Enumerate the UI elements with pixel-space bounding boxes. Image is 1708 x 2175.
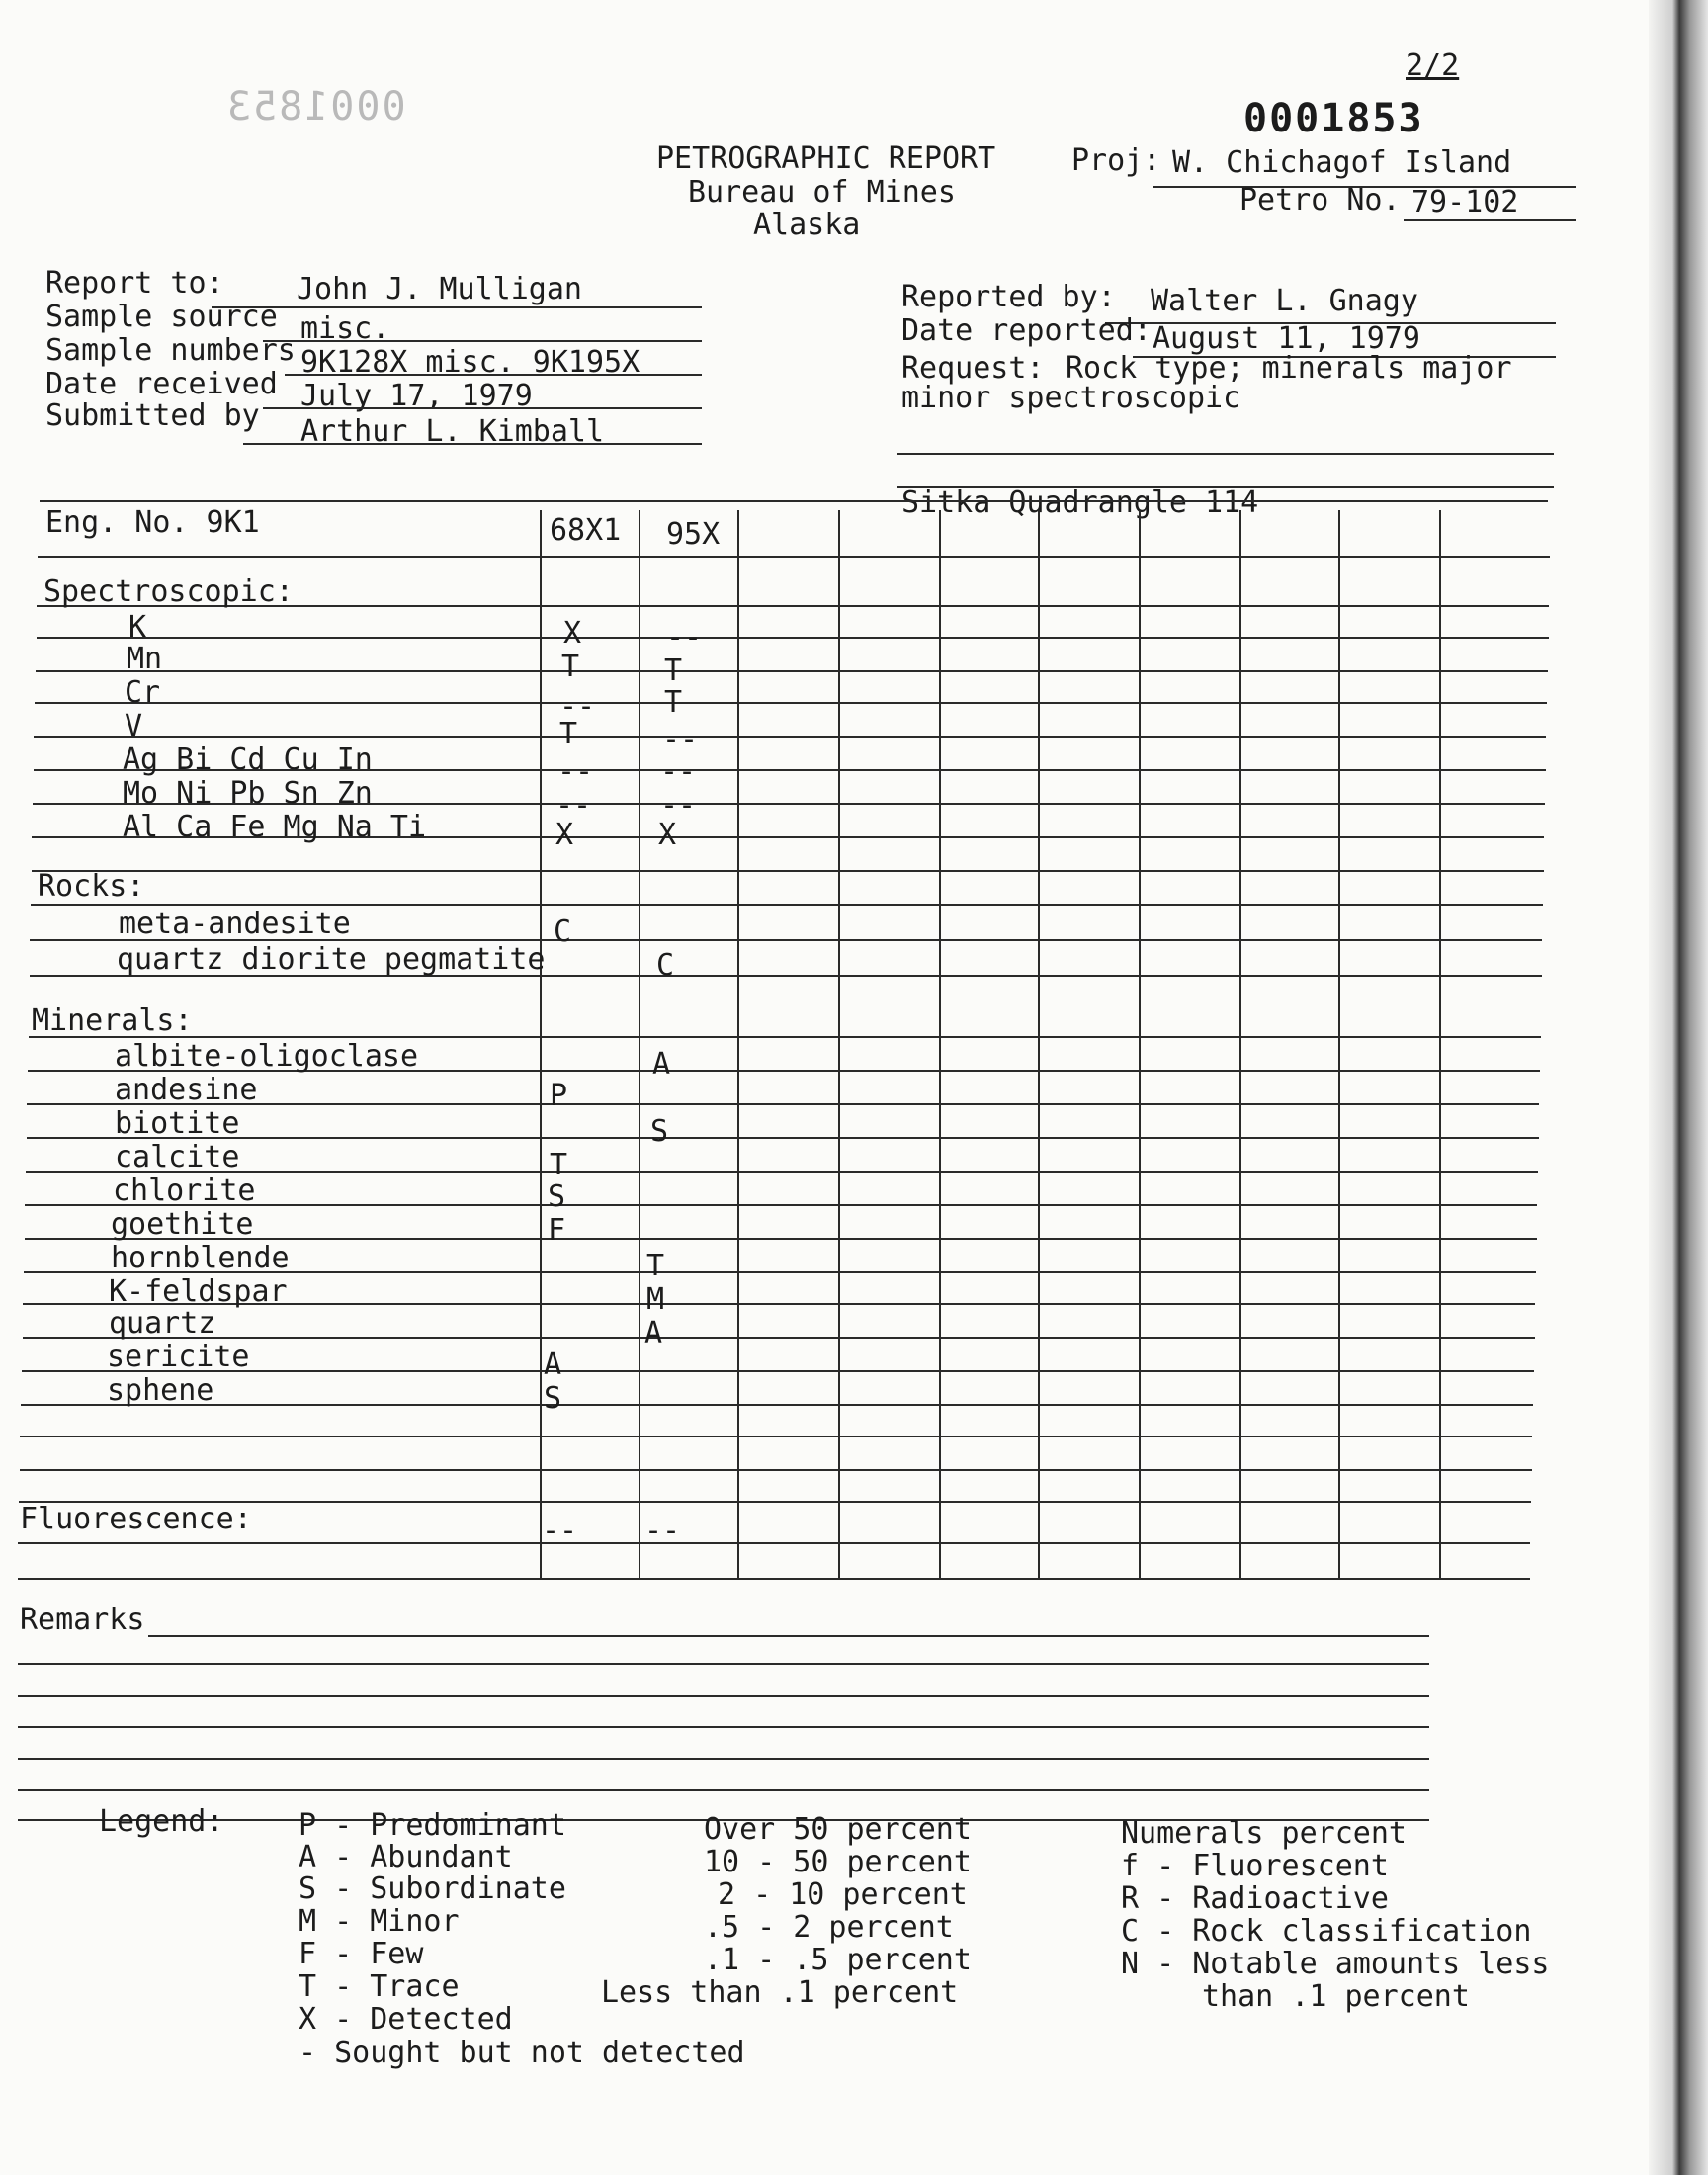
legend-range: Over 50 percent	[704, 1812, 972, 1847]
report-to-label: Report to:	[45, 266, 224, 301]
table-row-rule	[21, 1404, 1533, 1406]
spectro-row-sample-2: --	[660, 754, 697, 789]
spectro-row-sample-1: --	[559, 689, 596, 724]
table-row-rule	[18, 1542, 1530, 1544]
spectro-row-sample-2: X	[658, 818, 677, 852]
table-row-rule	[20, 1436, 1532, 1437]
request-label: Request:	[901, 351, 1045, 386]
spectro-row-sample-1: X	[555, 818, 574, 852]
table-row-rule	[36, 670, 1548, 672]
page-marker: 2/2	[1406, 48, 1460, 83]
mineral-row-label: biotite	[115, 1106, 240, 1141]
sample-source-value: misc.	[300, 311, 390, 346]
spectro-row-sample-2: --	[662, 723, 699, 757]
request-line-1: Rock type; minerals major	[1066, 351, 1512, 386]
mineral-row-sample-2: S	[650, 1114, 669, 1149]
spectro-row-label: Ag Bi Cd Cu In	[123, 742, 373, 777]
bleed-through-stamp: 0001853	[225, 84, 406, 130]
table-row-rule	[31, 904, 1543, 906]
rock-row-label: meta-andesite	[119, 907, 351, 941]
legend-note: R - Radioactive	[1121, 1881, 1389, 1916]
spectro-row-sample-2: T	[664, 685, 683, 720]
remarks-label: Remarks	[20, 1603, 145, 1637]
spectro-row-label: V	[125, 709, 143, 743]
mineral-row-sample-2: M	[646, 1282, 665, 1317]
fluorescence-heading: Fluorescence:	[20, 1502, 252, 1536]
mineral-row-label: K-feldspar	[109, 1274, 288, 1309]
mineral-row-sample-2: A	[652, 1047, 671, 1082]
date-reported-label: Date reported:	[901, 313, 1152, 348]
spectro-row-sample-2: --	[666, 620, 703, 654]
table-row-rule	[32, 870, 1544, 872]
rock-row-sample-2: C	[656, 948, 675, 983]
agency-state: Alaska	[753, 208, 861, 242]
table-row-rule	[29, 1036, 1541, 1038]
report-to-value: John J. Mulligan	[297, 272, 582, 306]
sample-numbers-label: Sample numbers	[45, 333, 296, 368]
mineral-row-sample-2: A	[644, 1316, 663, 1350]
reported-by-value: Walter L. Gnagy	[1151, 284, 1418, 318]
project-value: W. Chichagof Island	[1172, 145, 1512, 180]
mineral-row-label: hornblende	[111, 1241, 290, 1275]
mineral-row-label: sericite	[107, 1340, 250, 1374]
legend-note: N - Notable amounts less	[1121, 1947, 1550, 1981]
mineral-row-label: calcite	[115, 1140, 240, 1174]
mineral-row-sample-1: P	[550, 1079, 568, 1113]
report-title: PETROGRAPHIC REPORT	[656, 141, 996, 176]
legend-note: C - Rock classification	[1121, 1914, 1532, 1949]
legend-note: than .1 percent	[1202, 1979, 1470, 2014]
rock-row-sample-1: C	[554, 914, 572, 949]
petro-number-label: Petro No.	[1239, 183, 1401, 218]
legend-range: Less than .1 percent	[601, 1975, 959, 2010]
legend-code: P - Predominant	[299, 1808, 566, 1843]
spectro-row-label: K	[128, 610, 147, 645]
table-row-rule	[27, 1137, 1539, 1139]
date-received-value: July 17, 1979	[300, 379, 533, 413]
mineral-row-label: chlorite	[113, 1174, 256, 1208]
legend-note: Numerals percent	[1121, 1816, 1407, 1851]
reported-by-label: Reported by:	[901, 280, 1116, 314]
legend-range: 2 - 10 percent	[718, 1877, 968, 1912]
table-row-rule	[37, 637, 1549, 639]
mineral-row-label: sphene	[107, 1373, 214, 1408]
spectroscopic-heading: Spectroscopic:	[43, 574, 294, 609]
legend-code: T - Trace	[299, 1969, 460, 2004]
spectro-row-label: Mn	[127, 642, 163, 676]
sample-source-label: Sample source	[45, 300, 278, 334]
legend-code: X - Detected	[299, 2002, 513, 2037]
mineral-row-sample-1: A	[544, 1348, 562, 1382]
table-row-rule	[20, 1469, 1532, 1471]
table-row-rule	[34, 736, 1546, 738]
table-row-rule	[26, 1171, 1538, 1173]
petro-number-value: 79-102	[1411, 185, 1519, 219]
date-reported-value: August 11, 1979	[1153, 321, 1420, 356]
eng-number-label: Eng. No. 9K1	[45, 505, 260, 540]
legend-range: 10 - 50 percent	[704, 1845, 972, 1879]
date-received-label: Date received	[45, 367, 278, 401]
minerals-heading: Minerals:	[32, 1003, 193, 1038]
table-row-rule	[38, 556, 1550, 558]
mineral-row-label: albite-oligoclase	[115, 1039, 419, 1074]
mineral-row-sample-1: F	[548, 1213, 566, 1248]
rock-row-label: quartz diorite pegmatite	[117, 942, 546, 977]
submitted-by-label: Submitted by	[45, 398, 260, 433]
legend-code: M - Minor	[299, 1904, 460, 1939]
spectro-row-sample-1: T	[561, 650, 580, 684]
legend-code: A - Abundant	[299, 1840, 513, 1874]
legend-code: S - Subordinate	[299, 1871, 566, 1906]
mineral-row-label: quartz	[109, 1306, 216, 1341]
spectro-row-sample-2: T	[664, 653, 683, 688]
agency-name: Bureau of Mines	[688, 175, 956, 210]
mineral-row-label: andesine	[115, 1073, 258, 1107]
legend-code: F - Few	[299, 1937, 424, 1971]
sample-numbers-value: 9K128X misc. 9K195X	[300, 345, 640, 380]
mineral-row-sample-1: S	[548, 1179, 566, 1214]
spectro-row-label: Cr	[125, 675, 161, 710]
column-header-sample-1: 68X1	[550, 513, 622, 548]
fluorescence-sample-2: --	[644, 1514, 681, 1548]
spectro-row-sample-1: X	[563, 616, 582, 651]
legend-label: Legend:	[99, 1804, 224, 1839]
spectro-row-sample-2: --	[660, 788, 697, 823]
spectro-row-sample-1: --	[557, 754, 594, 789]
project-label: Proj:	[1071, 143, 1161, 178]
spectro-row-sample-1: --	[555, 788, 592, 823]
rocks-heading: Rocks:	[38, 869, 145, 904]
column-header-sample-2: 95X	[666, 517, 721, 552]
document-stamp-number: 0001853	[1243, 96, 1424, 141]
fluorescence-sample-1: --	[542, 1514, 578, 1548]
spectro-row-label: Al Ca Fe Mg Na Ti	[123, 810, 427, 844]
mineral-row-label: goethite	[111, 1207, 254, 1242]
legend-code: - Sought but not detected	[299, 2036, 745, 2070]
quadrangle-note: Sitka Quadrangle 114	[901, 485, 1259, 520]
table-row-rule	[18, 1578, 1530, 1580]
mineral-row-sample-2: T	[646, 1249, 665, 1283]
legend-range: .1 - .5 percent	[704, 1943, 972, 1977]
table-row-rule	[35, 702, 1547, 704]
mineral-row-sample-1: S	[544, 1381, 562, 1416]
request-line-2: minor spectroscopic	[901, 381, 1241, 415]
submitted-by-value: Arthur L. Kimball	[300, 414, 605, 449]
scan-edge-shadow	[1649, 0, 1708, 2175]
legend-note: f - Fluorescent	[1121, 1849, 1389, 1883]
table-row-rule	[23, 1337, 1535, 1339]
spectro-row-label: Mo Ni Pb Sn Zn	[123, 776, 373, 811]
legend-range: .5 - 2 percent	[704, 1910, 954, 1945]
mineral-row-sample-1: T	[550, 1148, 568, 1182]
spectro-row-sample-1: T	[559, 717, 578, 751]
